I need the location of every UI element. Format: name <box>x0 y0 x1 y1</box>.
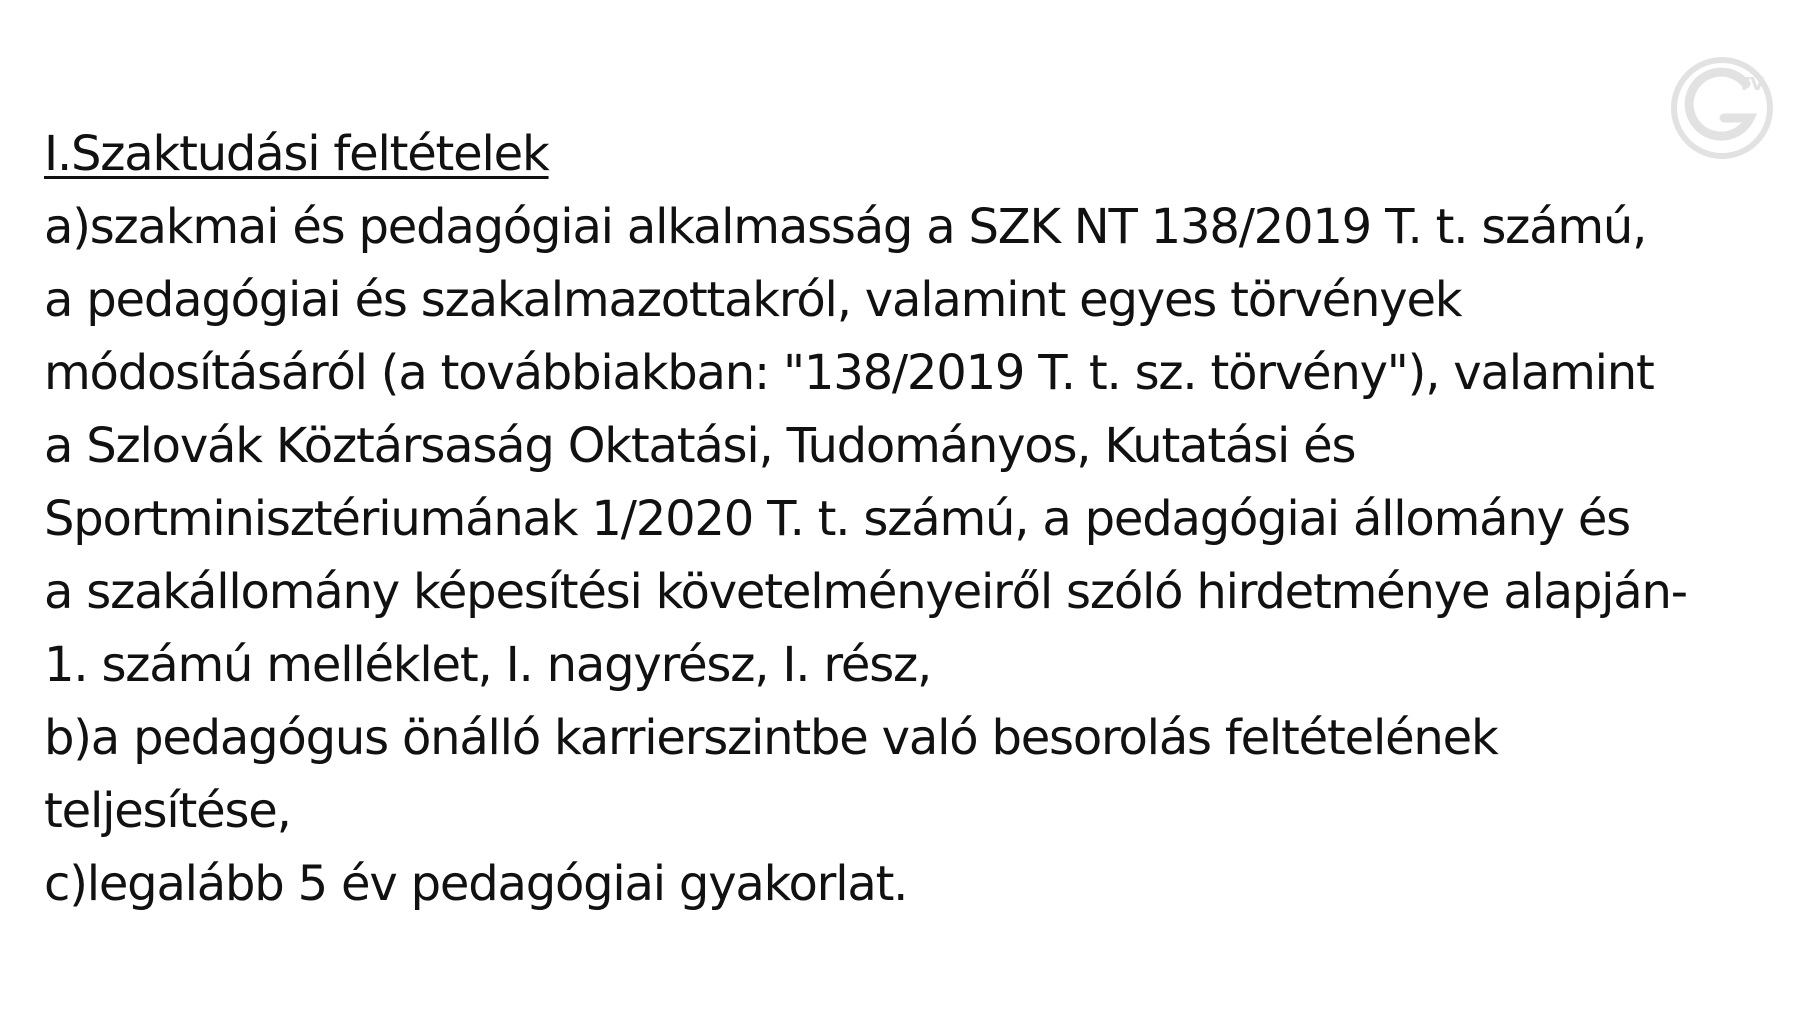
section-heading: I.Szaktudási feltételek <box>44 126 549 182</box>
paragraph-line: a Szlovák Köztársaság Oktatási, Tudományos, Kutatási és <box>44 418 1356 474</box>
paragraph-line: 1. számú melléklet, I. nagyrész, I. rész, <box>44 637 932 693</box>
paragraph-line: teljesítése, <box>44 783 291 839</box>
document-body <box>44 118 1774 921</box>
logo-superscript: TV <box>1738 74 1765 95</box>
paragraph-line: b)a pedagógus önálló karrierszintbe való besorolás feltételének <box>44 710 1498 766</box>
paragraph-line: a)szakmai és pedagógiai alkalmasság a SZK NT 138/2019 T. t. számú, <box>44 199 1647 255</box>
paragraph-line: Sportminisztériumának 1/2020 T. t. számú, a pedagógiai állomány és <box>44 491 1630 547</box>
paragraph-line: a szakállomány képesítési követelményeiről szóló hirdetménye alapján- <box>44 564 1687 620</box>
paragraph-line: módosításáról (a továbbiakban: "138/2019 T. t. sz. törvény"), valamint <box>44 345 1654 401</box>
paragraph-line: a pedagógiai és szakalmazottakról, valamint egyes törvények <box>44 272 1462 328</box>
paragraph-line: c)legalább 5 év pedagógiai gyakorlat. <box>44 856 908 912</box>
